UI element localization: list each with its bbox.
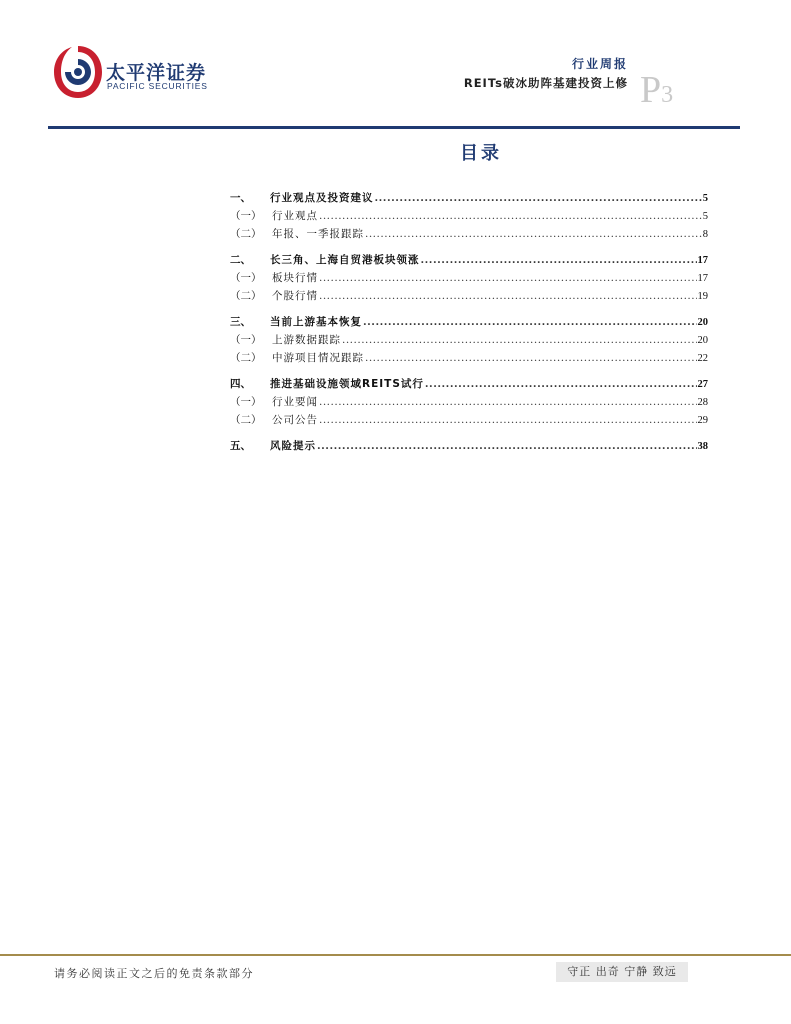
toc-entry-label: 行业观点 [272, 210, 318, 222]
toc-entry-label: 上游数据跟踪 [272, 334, 341, 346]
toc-entry[interactable] [230, 410, 708, 427]
toc-entry-page: 5 [702, 193, 708, 204]
toc-entry[interactable] [230, 330, 708, 347]
toc-entry-label: 风险提示 [270, 440, 316, 452]
toc-entry-label: 行业观点及投资建议 [270, 192, 374, 204]
toc-leader-dots [342, 334, 697, 347]
toc-entry[interactable] [230, 206, 708, 223]
toc-entry[interactable] [230, 286, 708, 303]
toc-entry[interactable] [230, 436, 708, 453]
report-category: 行业周报 [571, 57, 628, 71]
toc-entry-label: 行业要闻 [272, 396, 318, 408]
toc-entry-label: 年报、一季报跟踪 [272, 228, 364, 240]
toc-leader-dots [365, 352, 697, 365]
toc-leader-dots [319, 396, 697, 409]
toc-entry[interactable] [230, 250, 708, 267]
toc-entry-number: （二） [230, 414, 262, 426]
toc-title: 目录 [460, 143, 502, 164]
page-number-badge [640, 68, 673, 112]
toc-leader-dots [365, 228, 702, 241]
toc-entry-number: （二） [230, 352, 262, 364]
toc-entry-page: 27 [697, 379, 708, 390]
toc-entry-number: （一） [230, 334, 262, 346]
toc-entry-label: 推进基础设施领域REITS试行 [270, 378, 424, 390]
toc-entry-number: （一） [230, 272, 262, 284]
toc-entry[interactable] [230, 392, 708, 409]
toc-entry-label: 板块行情 [272, 272, 318, 284]
toc-entry-number: 四、 [230, 378, 251, 390]
toc-leader-dots [319, 210, 702, 223]
company-motto: 守正 出奇 宁静 致远 [556, 962, 688, 982]
toc-entry-page: 20 [697, 317, 708, 328]
toc-entry-page: 19 [697, 291, 708, 302]
report-title: REITs破冰助阵基建投资上修 [463, 76, 628, 90]
toc-entry-page: 29 [697, 415, 708, 426]
toc-entry[interactable] [230, 188, 708, 205]
toc-entry-number: （二） [230, 290, 262, 302]
toc-entry-page: 5 [702, 211, 708, 222]
toc-entry[interactable] [230, 374, 708, 391]
toc-entry-page: 17 [697, 255, 708, 266]
toc-entry-number: （一） [230, 396, 262, 408]
toc-entry-page: 28 [697, 397, 708, 408]
table-of-contents [230, 188, 708, 453]
toc-entry-number: 一、 [230, 192, 251, 204]
disclaimer-note: 请务必阅读正文之后的免责条款部分 [54, 967, 254, 980]
toc-entry-page: 22 [697, 353, 708, 364]
toc-entry-page: 20 [697, 335, 708, 346]
toc-leader-dots [319, 272, 697, 285]
toc-leader-dots [421, 254, 697, 267]
pacific-securities-emblem-icon [52, 44, 104, 100]
toc-entry[interactable] [230, 268, 708, 285]
toc-leader-dots [319, 414, 697, 427]
toc-entry[interactable] [230, 312, 708, 329]
toc-entry-number: 三、 [230, 316, 251, 328]
toc-entry-label: 公司公告 [272, 414, 318, 426]
page-number: 3 [661, 82, 674, 108]
toc-leader-dots [375, 192, 702, 205]
logo-chinese-name: 太平洋证券 [106, 62, 207, 84]
page-letter: P [640, 69, 662, 111]
toc-entry[interactable] [230, 224, 708, 241]
toc-entry-number: （二） [230, 228, 262, 240]
toc-entry-number: 二、 [230, 254, 251, 266]
toc-entry-number: 五、 [230, 440, 251, 452]
toc-entry-label: 个股行情 [272, 290, 318, 302]
logo-english-name: PACIFIC SECURITIES [107, 81, 208, 91]
toc-leader-dots [363, 316, 697, 329]
toc-entry-label: 长三角、上海自贸港板块领涨 [270, 254, 420, 266]
toc-entry-label: 中游项目情况跟踪 [272, 352, 364, 364]
toc-entry-number: （一） [230, 210, 262, 222]
header-divider [48, 126, 740, 129]
toc-leader-dots [319, 290, 697, 303]
toc-leader-dots [425, 378, 697, 391]
toc-leader-dots [317, 440, 697, 453]
toc-entry-page: 38 [697, 441, 708, 452]
footer-divider [0, 954, 791, 956]
toc-entry-page: 17 [697, 273, 708, 284]
toc-entry-page: 8 [702, 229, 708, 240]
toc-entry-label: 当前上游基本恢复 [270, 316, 362, 328]
company-logo [52, 44, 222, 100]
toc-entry[interactable] [230, 348, 708, 365]
